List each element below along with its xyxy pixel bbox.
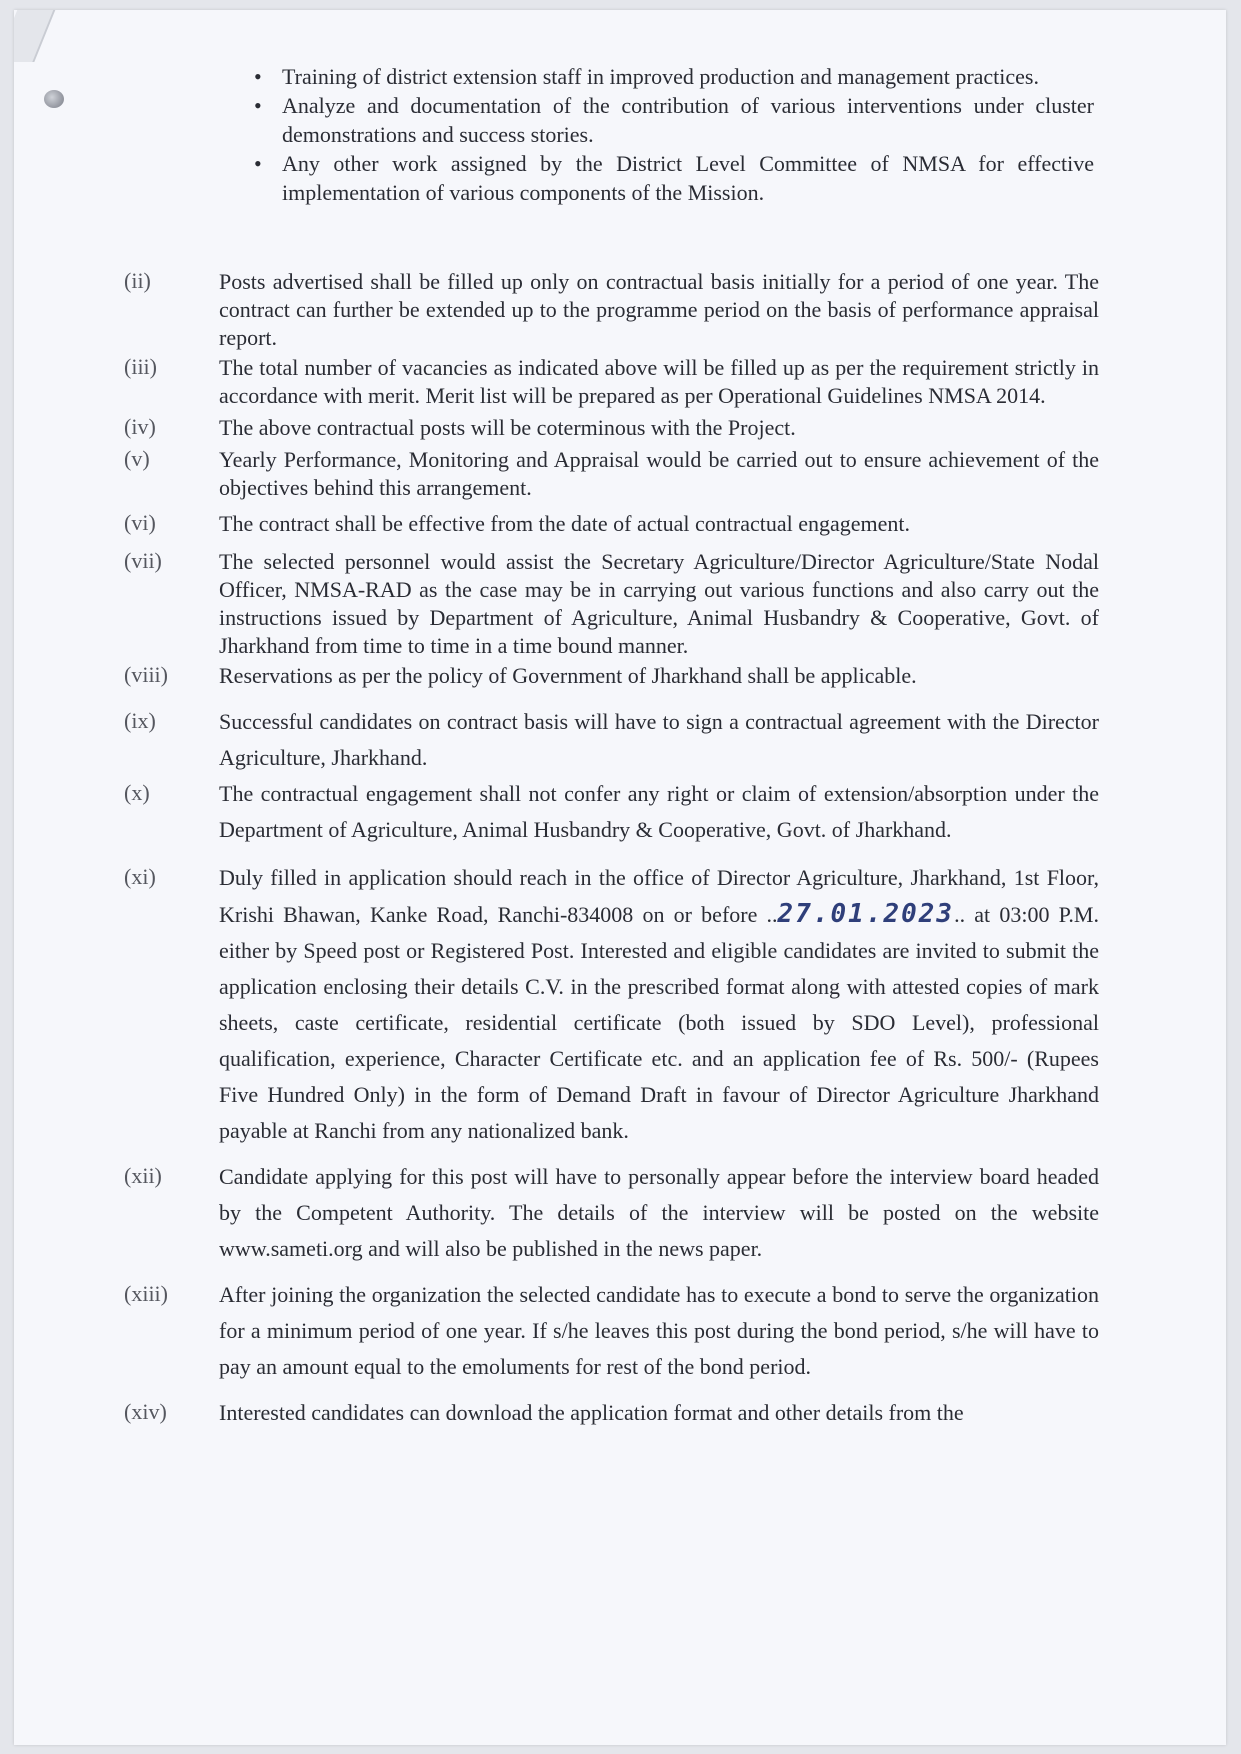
clause-number: (xi) [124, 864, 156, 889]
clause-number: (xiv) [124, 1399, 167, 1424]
clause-text: Interested candidates can download the application format and other details from the [219, 1400, 964, 1425]
bullet-item: • Training of district extension staff in improved production and management practices. [282, 62, 1094, 91]
date-trailer-dots: .. [954, 902, 966, 927]
page-corner-fold [14, 10, 58, 62]
clause-text: Reservations as per the policy of Government of Jharkhand shall be applicable. [219, 663, 917, 688]
clause-ix [124, 704, 1099, 776]
clause-text: Successful candidates on contract basis will have to sign a contractual agreement with the Director Agriculture, Jharkhand. [219, 709, 1099, 770]
clause-number: (x) [124, 780, 150, 805]
date-leader-dots: .. [766, 902, 778, 927]
clause-number: (xii) [124, 1163, 162, 1188]
clause-number: (viii) [124, 662, 168, 687]
clause-vii [124, 548, 1099, 660]
clause-number: (vi) [124, 510, 156, 535]
clause-number: (vii) [124, 548, 162, 573]
clause-number: (ix) [124, 708, 156, 733]
clause-text: After joining the organization the selected candidate has to execute a bond to serve the organization for a minimum period of one year. If s/he leaves this post during the bond period, s/he will have to pay an amount equal to the emoluments for rest of the bond period. [219, 1282, 1099, 1379]
clause-text: Posts advertised shall be filled up only on contractual basis initially for a period of one year. The contract can further be extended up to the programme period on the basis of performance appraisal report. [219, 269, 1099, 350]
clause-text: The contractual engagement shall not confer any right or claim of extension/absorption under the Department of Agriculture, Animal Husbandry & Cooperative, Govt. of Jharkhand. [219, 781, 1099, 842]
clause-text: Yearly Performance, Monitoring and Appraisal would be carried out to ensure achievement of the objectives behind this arrangement. [219, 447, 1099, 500]
clause-number: (ii) [124, 268, 151, 293]
clause-text: Candidate applying for this post will have to personally appear before the interview board headed by the Competent Authority. The details of the interview will be posted on the website www.sameti.org and will also be published in the news paper. [219, 1164, 1099, 1261]
handwritten-deadline-date: 27.01.2023 [777, 899, 955, 929]
clause-number: (v) [124, 446, 150, 471]
clause-text: The above contractual posts will be coterminous with the Project. [219, 415, 796, 440]
clause-xiii [124, 1277, 1099, 1385]
clause-xi [124, 860, 1099, 1149]
clause-number: (iv) [124, 414, 156, 439]
clause-iv [124, 414, 1099, 442]
clause-vi [124, 510, 1099, 538]
punch-hole-mark [44, 90, 64, 108]
bullet-item: • Analyze and documentation of the contribution of various interventions under cluster demonstrations and success stories. [282, 91, 1094, 149]
clause-iii [124, 354, 1099, 410]
clause-viii [124, 662, 1099, 690]
bullet-item: • Any other work assigned by the District Level Committee of NMSA for effective implementation of various components of the Mission. [282, 149, 1094, 207]
clause-text: The selected personnel would assist the Secretary Agriculture/Director Agriculture/State Nodal Officer, NMSA-RAD as the case may be in carrying out various functions and also carry out the instructions issued by Department of Agriculture, Animal Husbandry & Cooperative, Govt. of Jharkhand from time to time in a time bound manner. [219, 549, 1099, 658]
clause-text: The contract shall be effective from the date of actual contractual engagement. [219, 511, 911, 536]
clause-v [124, 446, 1099, 502]
clause-number: (iii) [124, 354, 157, 379]
clause-text-after-date: at 03:00 P.M. either by Speed post or Registered Post. Interested and eligible candidates are invited to submit the application enclosing their details C.V. in the prescribed format along with attested copies of mark sheets, caste certificate, residential certificate (both issued by SDO Level), professional qualification, experience, Character Certificate etc. and an application fee of Rs. 500/- (Rupees Five Hundred Only) in the form of Demand Draft in favour of Director Agriculture Jharkhand payable at Ranchi from any nationalized bank. [219, 902, 1099, 1143]
clause-text-before-date: Duly filled in application should reach in the office of Director Agriculture, Jharkhand, 1st Floor, Krishi Bhawan, Kanke Road, Ranchi-834008 on or before [219, 865, 1099, 927]
clause-x [124, 776, 1099, 848]
duties-bullet-list [282, 62, 1094, 207]
clause-number: (xiii) [124, 1281, 168, 1306]
clause-ii [124, 268, 1099, 352]
clause-text: The total number of vacancies as indicated above will be filled up as per the requirement strictly in accordance with merit. Merit list will be prepared as per Operational Guidelines NMSA 2014. [219, 355, 1099, 408]
clause-xiv [124, 1395, 1099, 1431]
terms-clause-list [124, 268, 1099, 1431]
clause-xii [124, 1159, 1099, 1267]
document-page [14, 10, 1226, 1745]
clause-text [219, 860, 1099, 1149]
